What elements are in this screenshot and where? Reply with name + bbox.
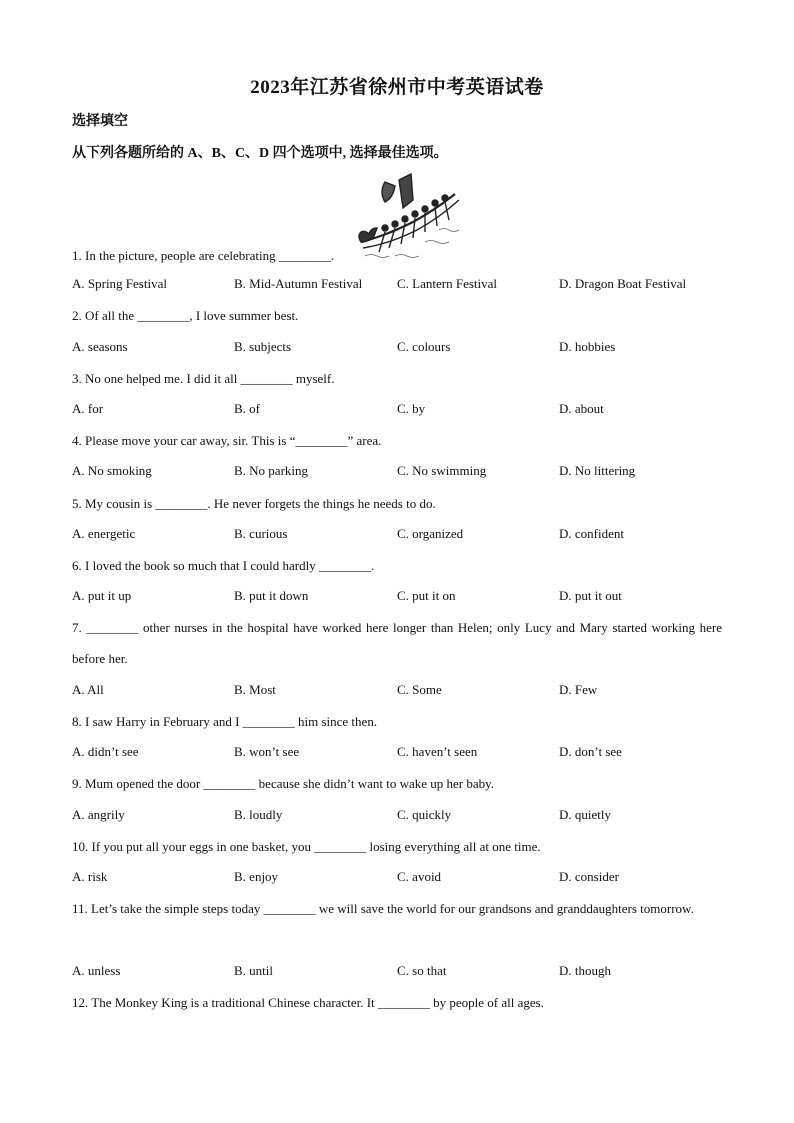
rowers [382,195,448,231]
option-b: B. Most [234,682,276,697]
option-b: B. of [234,401,260,416]
option-b: B. Mid-Autumn Festival [234,276,363,291]
option-d: D. put it out [559,588,622,603]
option-c: C. organized [397,526,464,541]
question-10: 10. If you put all your eggs in one basket, you ________ losing everything all at one time. [72,839,541,854]
question-7: 7. ________ other nurses in the hospital have worked here longer than Helen; only Lucy and Mary started working here before her. [72,620,722,666]
option-a: A. risk [72,869,108,884]
option-d: D. consider [559,869,619,884]
question-3: 3. No one helped me. I did it all ________ myself. [72,371,335,386]
option-c: C. quickly [397,807,452,822]
options-5 [72,526,732,546]
option-c: C. by [397,401,426,416]
option-c: C. Some [397,682,442,697]
option-d: D. confident [559,526,624,541]
options-6 [72,588,732,608]
question-1: 1. In the picture, people are celebrating ________. [72,248,335,263]
option-c: C. colours [397,339,451,354]
option-a: A. put it up [72,588,132,603]
options-1 [72,276,732,296]
question-8: 8. I saw Harry in February and I ________ him since then. [72,714,378,729]
options-9 [72,807,732,827]
option-a: A. seasons [72,339,128,354]
option-d: D. Few [559,682,598,697]
question-12: 12. The Monkey King is a traditional Chinese character. It ________ by people of all ages. [72,995,544,1010]
option-c: C. haven’t seen [397,744,478,759]
option-a: A. No smoking [72,463,152,478]
option-a: A. All [72,682,104,697]
option-c: C. so that [397,963,447,978]
instruction: 从下列各题所给的 A、B、C、D 四个选项中, 选择最佳选项。 [72,146,448,161]
option-d: D. Dragon Boat Festival [559,276,687,291]
page-title: 2023年江苏省徐州市中考英语试卷 [250,77,544,98]
options-3 [72,401,732,421]
options-11 [72,963,732,983]
options-7 [72,682,732,702]
option-a: A. Spring Festival [72,276,167,291]
option-c: C. avoid [397,869,442,884]
option-d: D. hobbies [559,339,616,354]
options-10 [72,869,732,889]
option-a: A. unless [72,963,121,978]
question-5: 5. My cousin is ________. He never forgets the things he needs to do. [72,496,436,511]
question-9: 9. Mum opened the door ________ because she didn’t want to wake up her baby. [72,776,495,791]
option-d: D. don’t see [559,744,622,759]
option-b: B. enjoy [234,869,279,884]
question-11: 11. Let’s take the simple steps today ________ we will save the world for our grandsons and granddaughters tomorrow. [72,901,694,916]
option-b: B. until [234,963,274,978]
section-label: 选择填空 [72,114,128,129]
option-b: B. won’t see [234,744,300,759]
option-d: D. about [559,401,604,416]
options-2 [72,339,732,359]
option-b: B. No parking [234,463,309,478]
option-c: C. put it on [397,588,456,603]
option-d: D. No littering [559,463,636,478]
option-a: A. for [72,401,104,416]
option-a: A. didn’t see [72,744,139,759]
option-d: D. though [559,963,611,978]
option-b: B. put it down [234,588,309,603]
option-c: C. No swimming [397,463,487,478]
question-2: 2. Of all the ________, I love summer best. [72,308,299,323]
option-c: C. Lantern Festival [397,276,498,291]
question-6: 6. I loved the book so much that I could hardly ________. [72,558,375,573]
question-4: 4. Please move your car away, sir. This is “________” area. [72,433,382,448]
option-b: B. curious [234,526,288,541]
option-b: B. subjects [234,339,292,354]
option-d: D. quietly [559,807,611,822]
flag [399,174,413,208]
option-a: A. energetic [72,526,136,541]
options-8 [72,744,732,764]
options-4 [72,463,732,483]
option-a: A. angrily [72,807,125,822]
option-b: B. loudly [234,807,283,822]
